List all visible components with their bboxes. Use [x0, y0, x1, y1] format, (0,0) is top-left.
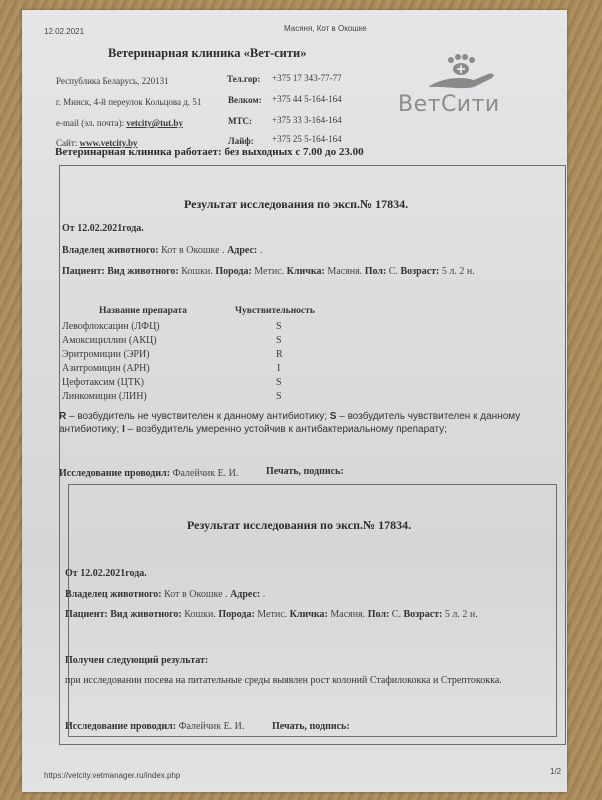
- printed-page: [22, 10, 567, 792]
- email-row: [56, 118, 183, 128]
- working-hours: [55, 146, 364, 158]
- table-row-sensitivity: S: [276, 335, 282, 346]
- paw-on-hand-icon: [416, 54, 516, 94]
- phone-value-mts: +375 33 3-164-164: [272, 115, 342, 125]
- table-row-sensitivity: S: [276, 377, 282, 388]
- report-1-stamp-signature: Печать, подпись:: [266, 466, 344, 477]
- print-url: https://vetcity.vetmanager.ru/index.php: [44, 771, 181, 780]
- report-1-title: Результат исследования по эксп.№ 17834.: [184, 197, 409, 211]
- phone-value-life: +375 25 5-164-164: [272, 134, 342, 144]
- phone-value-city: +375 17 343-77-77: [272, 73, 342, 83]
- report-2-conducted-by: Исследование проводил: Фалейчик Е. И.: [65, 721, 245, 732]
- hours-value: без выходных с 7.00 до 23.00: [224, 146, 364, 158]
- table-row-drug: Азитромицин (АРН): [62, 363, 150, 374]
- table-row-drug: Линкомицин (ЛИН): [62, 391, 147, 402]
- email-label: e-mail (эл. почта):: [56, 118, 125, 128]
- address-line-1: Республика Беларусь, 220131: [56, 76, 169, 86]
- report-2-result-label: Получен следующий результат:: [65, 655, 209, 666]
- table-row-drug: Левофлоксацин (ЛФЦ): [62, 321, 160, 332]
- site-label: Сайт:: [56, 138, 78, 148]
- report-1-date: От 12.02.2021года.: [62, 223, 144, 234]
- table-header-sensitivity: Чувствительность: [235, 306, 315, 316]
- address-line-2: г. Минск, 4-й переулок Кольцова д. 51: [56, 97, 202, 107]
- report-2-patient: Пациент: Вид животного: Кошки. Порода: Метис. Кличка: Масяня. Пол: С. Возраст: 5 л. 2 н.: [65, 609, 478, 620]
- table-row-sensitivity: I: [277, 363, 281, 374]
- report-1-owner: Владелец животного: Кот в Окошке . Адрес: .: [62, 245, 263, 256]
- site-link[interactable]: www.vetcity.by: [79, 138, 138, 148]
- phone-label-city: Тел.гор:: [227, 74, 261, 84]
- report-2-result-text: при исследовании посева на питательные среды выявлен рост колоний Стафилококка и Стрептококка.: [65, 675, 502, 686]
- table-row-drug: Цефотаксим (ЦТК): [62, 377, 144, 388]
- report-1-conducted-by: Исследование проводил: Фалейчик Е. И.: [59, 468, 239, 479]
- logo-text: ВетСити: [398, 92, 500, 117]
- clinic-name: Ветеринарная клиника «Вет-сити»: [108, 46, 307, 60]
- phone-label-velcom: Велком:: [228, 95, 262, 105]
- report-2-owner: Владелец животного: Кот в Окошке . Адрес: .: [65, 589, 266, 600]
- report-2-title: Результат исследования по эксп.№ 17834.: [187, 518, 412, 532]
- report-2-stamp-signature: Печать, подпись:: [272, 721, 350, 732]
- print-title: Масяня, Кот в Окошке: [284, 24, 367, 33]
- table-header-drug: Название препарата: [99, 306, 187, 316]
- print-date: 12.02.2021: [44, 27, 85, 36]
- email-link[interactable]: vetcity@tut.by: [126, 118, 183, 128]
- page-number: 1/2: [550, 767, 562, 776]
- report-1-patient: Пациент: Вид животного: Кошки. Порода: Метис. Кличка: Масяня. Пол: С. Возраст: 5 л. 2 н.: [62, 266, 475, 277]
- report-2-date: От 12.02.2021года.: [65, 568, 147, 579]
- hours-label: Ветеринарная клиника работает:: [55, 146, 222, 158]
- table-row-sensitivity: R: [276, 349, 283, 360]
- table-row-sensitivity: S: [276, 391, 282, 402]
- phone-label-mts: МТС:: [228, 116, 252, 126]
- phone-label-life: Лайф:: [228, 136, 254, 146]
- table-row-drug: Амоксициллин (АКЦ): [62, 335, 157, 346]
- table-row-sensitivity: S: [276, 321, 282, 332]
- phone-value-velcom: +375 44 5-164-164: [272, 94, 342, 104]
- table-row-drug: Эритромицин (ЭРИ): [62, 349, 150, 360]
- sensitivity-legend: R – возбудитель не чувствителен к данному антибиотику; S – возбудитель чувствителен к данному антибиотику; I – возбудитель умеренно устойчив к антибактериальному препарату;: [59, 411, 521, 435]
